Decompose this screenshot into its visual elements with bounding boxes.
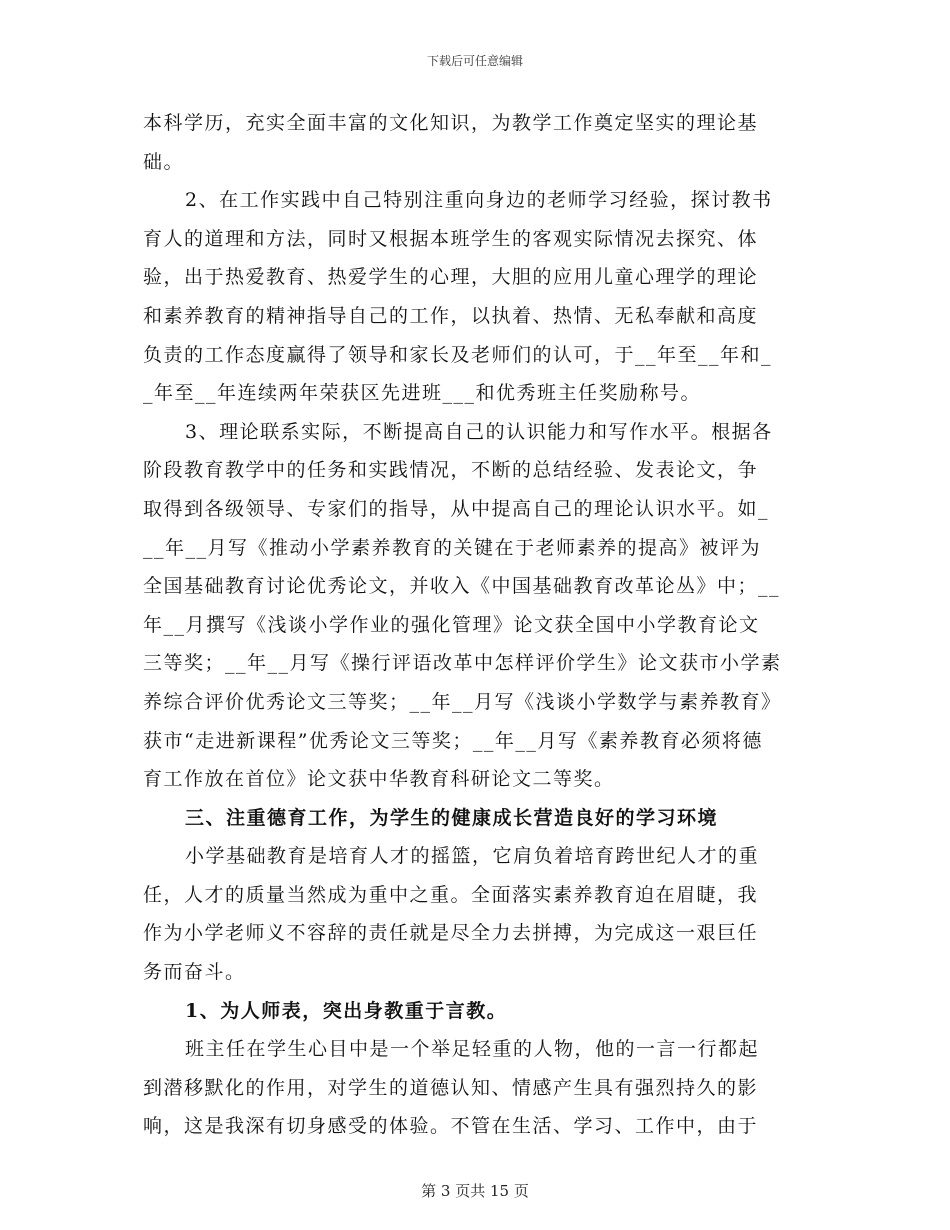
paragraph-line: 2、在工作实践中自己特别注重向身边的老师学习经验，探讨教书: [185, 189, 773, 212]
paragraph-line: 础。: [143, 150, 185, 173]
section-heading: 三、注重德育工作，为学生的健康成长营造良好的学习环境: [185, 806, 719, 829]
section-heading: 1、为人师表，突出身教重于言教。: [185, 999, 508, 1022]
paragraph-line: 作为小学老师义不容辞的责任就是尽全力去拼搏，为完成这一艰巨任: [143, 922, 759, 945]
paragraph-line: 和素养教育的精神指导自己的工作，以执着、热情、无私奉献和高度: [143, 304, 759, 327]
paragraph-line: 阶段教育教学中的任务和实践情况，不断的总结经验、发表论文，争: [143, 459, 759, 482]
paragraph-line: _年至__年连续两年荣获区先进班___和优秀班主任奖励称号。: [143, 382, 702, 405]
page-footer: 第 3 页共 15 页: [421, 1182, 529, 1200]
paragraph-line: 全国基础教育讨论优秀论文，并收入《中国基础教育改革论丛》中；__: [143, 575, 781, 598]
paragraph-line: 班主任在学生心目中是一个举足轻重的人物，他的一言一行都起: [185, 1038, 760, 1061]
paragraph-line: __年__月写《推动小学素养教育的关键在于老师素养的提高》被评为: [143, 536, 762, 559]
paragraph-line: 验，出于热爱教育、热爱学生的心理，大胆的应用儿童心理学的理论: [143, 266, 759, 289]
paragraph-line: 响，这是我深有切身感受的体验。不管在生活、学习、工作中，由于: [143, 1115, 759, 1138]
paragraph-line: 养综合评价优秀论文三等奖；__年__月写《浅谈小学数学与素养教育》: [143, 690, 782, 713]
paragraph-line: 任，人才的质量当然成为重中之重。全面落实素养教育迫在眉睫，我: [143, 883, 759, 906]
page-header: 下载后可任意编辑: [426, 54, 523, 68]
paragraph-line: 育人的道理和方法，同时又根据本班学生的客观实际情况去探究、体: [143, 227, 759, 250]
paragraph-line: 年__月撰写《浅谈小学作业的强化管理》论文获全国中小学教育论文: [143, 613, 760, 636]
paragraph-line: 务而奋斗。: [143, 961, 246, 984]
paragraph-line: 到潜移默化的作用，对学生的道德认知、情感产生具有强烈持久的影: [143, 1076, 759, 1099]
paragraph-line: 负责的工作态度赢得了领导和家长及老师们的认可，于__年至__年和_: [143, 343, 773, 366]
paragraph-line: 获市“走进新课程”优秀论文三等奖；__年__月写《素养教育必须将德: [143, 729, 763, 752]
paragraph-line: 本科学历，充实全面丰富的文化知识，为教学工作奠定坚实的理论基: [143, 112, 759, 134]
paragraph-line: 取得到各级领导、专家们的指导，从中提高自己的理论认识水平。如_: [143, 497, 770, 520]
paragraph-line: 3、理论联系实际，不断提高自己的认识能力和写作水平。根据各: [185, 420, 773, 443]
paragraph-line: 小学基础教育是培育人才的摇篮，它肩负着培育跨世纪人才的重: [185, 845, 760, 868]
paragraph-line: 三等奖；__年__月写《操行评语改革中怎样评价学生》论文获市小学素: [143, 652, 782, 675]
paragraph-line: 育工作放在首位》论文获中华教育科研论文二等奖。: [143, 768, 615, 791]
document-body: [143, 104, 809, 1146]
